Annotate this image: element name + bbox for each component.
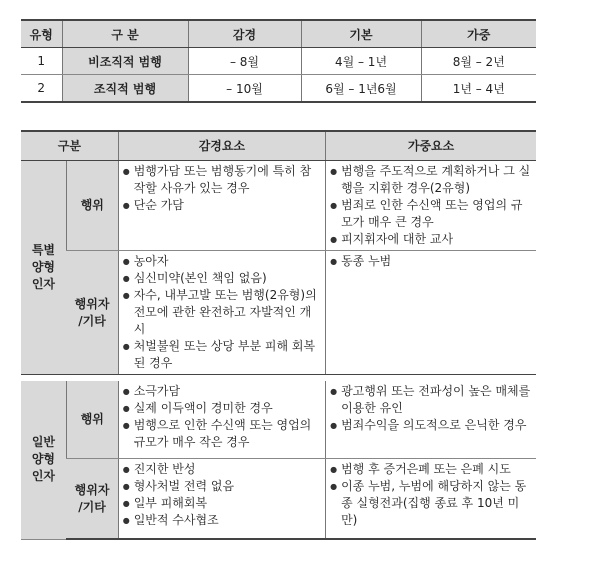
basic-range: 6월 – 1년6월: [301, 75, 421, 103]
table-header-row: [21, 20, 536, 48]
list-item: ● 자수, 내부고발 또는 범행(2유형)의 전모에 관한 완전하고 자발적인 개시: [123, 287, 321, 338]
list-item: ● 범죄수익을 의도적으로 은닉한 경우: [330, 417, 532, 434]
group-label-text: 일반 양형 인자: [31, 435, 56, 484]
list-item: ● 단순 가담: [123, 197, 321, 214]
factor-list: [123, 163, 321, 214]
group-label-special: [21, 161, 66, 375]
sub-label: 행위: [66, 161, 118, 251]
aggravated-range: 8월 – 2년: [421, 48, 536, 75]
factor-list: [330, 383, 532, 434]
list-item: ● 형사처벌 전력 없음: [123, 478, 321, 495]
table-row: [21, 48, 536, 75]
list-item: ● 일부 피해회복: [123, 495, 321, 512]
mitigation-cell: [118, 459, 325, 540]
sub-label: 행위자 /기타: [66, 251, 118, 375]
sub-label: 행위: [66, 381, 118, 459]
sentencing-factors-table: [21, 130, 536, 540]
aggravation-cell: [326, 251, 536, 375]
list-item: ● 범행가담 또는 범행동기에 특히 참작할 사유가 있는 경우: [123, 163, 321, 197]
table-row: [21, 459, 536, 540]
aggravation-cell: [326, 161, 536, 251]
header-aggravation: 가중요소: [326, 131, 536, 161]
type-number: 1: [21, 48, 62, 75]
table-row: [21, 251, 536, 375]
mitigation-cell: [118, 381, 325, 459]
factor-list: [330, 163, 532, 248]
list-item: ● 일반적 수사협조: [123, 512, 321, 529]
factor-list: [330, 461, 532, 529]
header-type: 유형: [21, 20, 62, 48]
header-category: 구 분: [62, 20, 188, 48]
list-item: ● 진지한 반성: [123, 461, 321, 478]
factor-list: [123, 461, 321, 529]
aggravation-cell: [326, 459, 536, 540]
list-item: ● 처벌불원 또는 상당 부분 피해 회복된 경우: [123, 338, 321, 372]
mitigated-range: – 8월: [188, 48, 301, 75]
basic-range: 4월 – 1년: [301, 48, 421, 75]
header-category: 구분: [21, 131, 118, 161]
list-item: ● 범죄로 인한 수신액 또는 영업의 규모가 매우 큰 경우: [330, 197, 532, 231]
table-row: [21, 161, 536, 251]
list-item: ● 농아자: [123, 253, 321, 270]
aggravated-range: 1년 – 4년: [421, 75, 536, 103]
table-row: [21, 381, 536, 459]
category-label: 비조직적 범행: [62, 48, 188, 75]
category-label: 조직적 범행: [62, 75, 188, 103]
mitigated-range: – 10월: [188, 75, 301, 103]
factor-list: [330, 253, 532, 270]
list-item: ● 소극가담: [123, 383, 321, 400]
table-header-row: [21, 131, 536, 161]
header-mitigated: 감경: [188, 20, 301, 48]
aggravation-cell: [326, 381, 536, 459]
group-label-text: 특별 양형 인자: [31, 243, 56, 291]
sub-label: 행위자 /기타: [66, 459, 118, 540]
type-number: 2: [21, 75, 62, 103]
factor-list: [123, 253, 321, 372]
list-item: ● 실제 이득액이 경미한 경우: [123, 400, 321, 417]
header-mitigation: 감경요소: [118, 131, 325, 161]
header-aggravated: 가중: [421, 20, 536, 48]
list-item: ● 범행 후 증거은폐 또는 은폐 시도: [330, 461, 532, 478]
sentencing-range-table: [21, 19, 536, 103]
list-item: ● 심신미약(본인 책임 없음): [123, 270, 321, 287]
group-label-general: [21, 381, 66, 539]
factor-list: [123, 383, 321, 451]
mitigation-cell: [118, 251, 325, 375]
list-item: ● 범행을 주도적으로 계획하거나 그 실행을 지휘한 경우(2유형): [330, 163, 532, 197]
list-item: ● 이종 누범, 누범에 해당하지 않는 동종 실형전과(집행 종료 후 10년 미만): [330, 478, 532, 529]
mitigation-cell: [118, 161, 325, 251]
list-item: ● 범행으로 인한 수신액 또는 영업의 규모가 매우 작은 경우: [123, 417, 321, 451]
list-item: ● 동종 누범: [330, 253, 532, 270]
list-item: ● 광고행위 또는 전파성이 높은 매체를 이용한 유인: [330, 383, 532, 417]
header-basic: 기본: [301, 20, 421, 48]
list-item: ● 피지휘자에 대한 교사: [330, 231, 532, 248]
table-row: [21, 75, 536, 103]
